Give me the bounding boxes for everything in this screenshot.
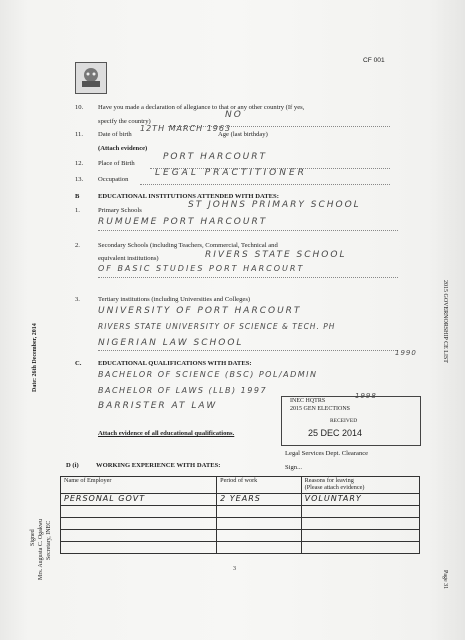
q10-number: 10.	[75, 104, 84, 111]
b1-label: Primary Schools	[98, 207, 142, 214]
q11-age-label: Age (last birthday)	[218, 131, 268, 138]
b1-number: 1.	[75, 207, 80, 214]
table-row	[61, 542, 420, 554]
side-signatory-role: Secretary, INEC	[46, 520, 52, 560]
b3-answer-rule	[98, 350, 398, 351]
q11-number: 11.	[75, 131, 83, 138]
stamp-line2: 2015 GEN ELECTIONS	[290, 406, 350, 412]
section-c-letter: C.	[75, 360, 82, 367]
b2-label: Secondary Schools (including Teachers, Commercial, Technical and	[98, 242, 278, 249]
q13-label: Occupation	[98, 176, 129, 183]
table-row	[61, 494, 420, 506]
b2-number: 2.	[75, 242, 80, 249]
q13-answer: LEGAL PRACTITIONER	[155, 168, 307, 178]
b1-answer-rule	[98, 230, 398, 231]
q11-label: Date of birth	[98, 131, 132, 138]
table-row	[61, 506, 420, 518]
side-list-title: 2015 GOVERNORSHIP CE LIST	[442, 280, 448, 363]
side-page-number: Page 31	[442, 570, 448, 590]
stamp-clearance: Legal Services Dept. Clearance	[285, 450, 369, 457]
b2-answer-rule	[98, 277, 398, 278]
b2-label-cont: equivalent institutions)	[98, 255, 159, 262]
footer-mark: 3	[233, 566, 236, 572]
q12-number: 12.	[75, 160, 84, 167]
section-b-letter: B	[75, 193, 80, 200]
c-answer-line3: BARRISTER AT LAW	[98, 401, 218, 411]
period-header: Period of work	[217, 477, 302, 494]
period-cell: 2 YEARS	[217, 494, 302, 506]
q10-label-cont: specify the country)	[98, 118, 151, 125]
b3-label: Tertiary institutions (including Universities and Colleges)	[98, 296, 251, 303]
b3-answer-line1: UNIVERSITY OF PORT HARCOURT	[98, 306, 302, 316]
section-c-title: EDUCATIONAL QUALIFICATIONS WITH DATES:	[98, 360, 252, 367]
reason-cell: VOLUNTARY	[301, 494, 419, 506]
reasons-header-note: (Please attach evidence)	[304, 484, 365, 491]
stamp-line1: INEC HQTRS	[290, 398, 326, 404]
section-b-title: EDUCATIONAL INSTITUTIONS ATTENDED WITH DATES:	[98, 193, 279, 200]
q11-answer: 12TH MARCH 1963	[140, 124, 232, 133]
section-d-label: D (i)	[66, 462, 79, 469]
q10-label: Have you made a declaration of allegiance to that or any other country (If yes,	[98, 104, 305, 111]
b2-answer-line1: RIVERS STATE SCHOOL	[205, 250, 347, 260]
q12-answer: PORT HARCOURT	[163, 152, 268, 162]
c-answer-line2: BACHELOR OF LAWS (LLB) 1997	[98, 386, 268, 395]
table-row	[61, 530, 420, 542]
q10-answer: NO	[225, 110, 243, 120]
section-c-year-note: 1990	[395, 349, 417, 357]
side-signatory-name: Mrs. Augusta C. Ogakwu	[38, 518, 44, 580]
b3-answer-line2: RIVERS STATE UNIVERSITY OF SCIENCE & TECH. PH	[98, 322, 336, 331]
table-row	[61, 518, 420, 530]
form-code: CF 001	[363, 57, 385, 64]
employer-cell: PERSONAL GOVT	[61, 494, 217, 506]
b1-answer-line2: RUMUEME PORT HARCOURT	[98, 217, 268, 227]
q13-answer-line	[140, 184, 390, 185]
section-d-title: WORKING EXPERIENCE WITH DATES:	[96, 462, 221, 469]
side-date: Date: 26th December, 2014	[32, 323, 38, 392]
employment-table	[60, 476, 420, 554]
c-attach-note: Attach evidence of all educational qualifications.	[98, 430, 235, 437]
reasons-header	[301, 477, 419, 494]
q12-label: Place of Birth	[98, 160, 135, 167]
b3-answer-line3: NIGERIAN LAW SCHOOL	[98, 338, 244, 348]
employer-header: Name of Employer	[61, 477, 217, 494]
q13-number: 13.	[75, 176, 84, 183]
b3-number: 3.	[75, 296, 80, 303]
q11-attach-note: (Attach evidence)	[98, 145, 148, 152]
reasons-header-label: Reasons for leaving	[304, 477, 354, 484]
side-signed: Signed	[30, 529, 36, 546]
c-answer-year2: 1998	[355, 392, 377, 400]
inec-logo	[75, 62, 107, 94]
b2-answer-line2: OF BASIC STUDIES PORT HARCOURT	[98, 264, 305, 273]
c-answer-line1: BACHELOR OF SCIENCE (BSC) POL/ADMIN	[98, 370, 318, 379]
stamp-sign: Sign...	[285, 464, 303, 471]
b1-answer-line1: ST JOHNS PRIMARY SCHOOL	[188, 200, 361, 210]
stamp-line3: RECEIVED	[330, 418, 358, 424]
stamp-date: 25 DEC 2014	[308, 428, 363, 438]
